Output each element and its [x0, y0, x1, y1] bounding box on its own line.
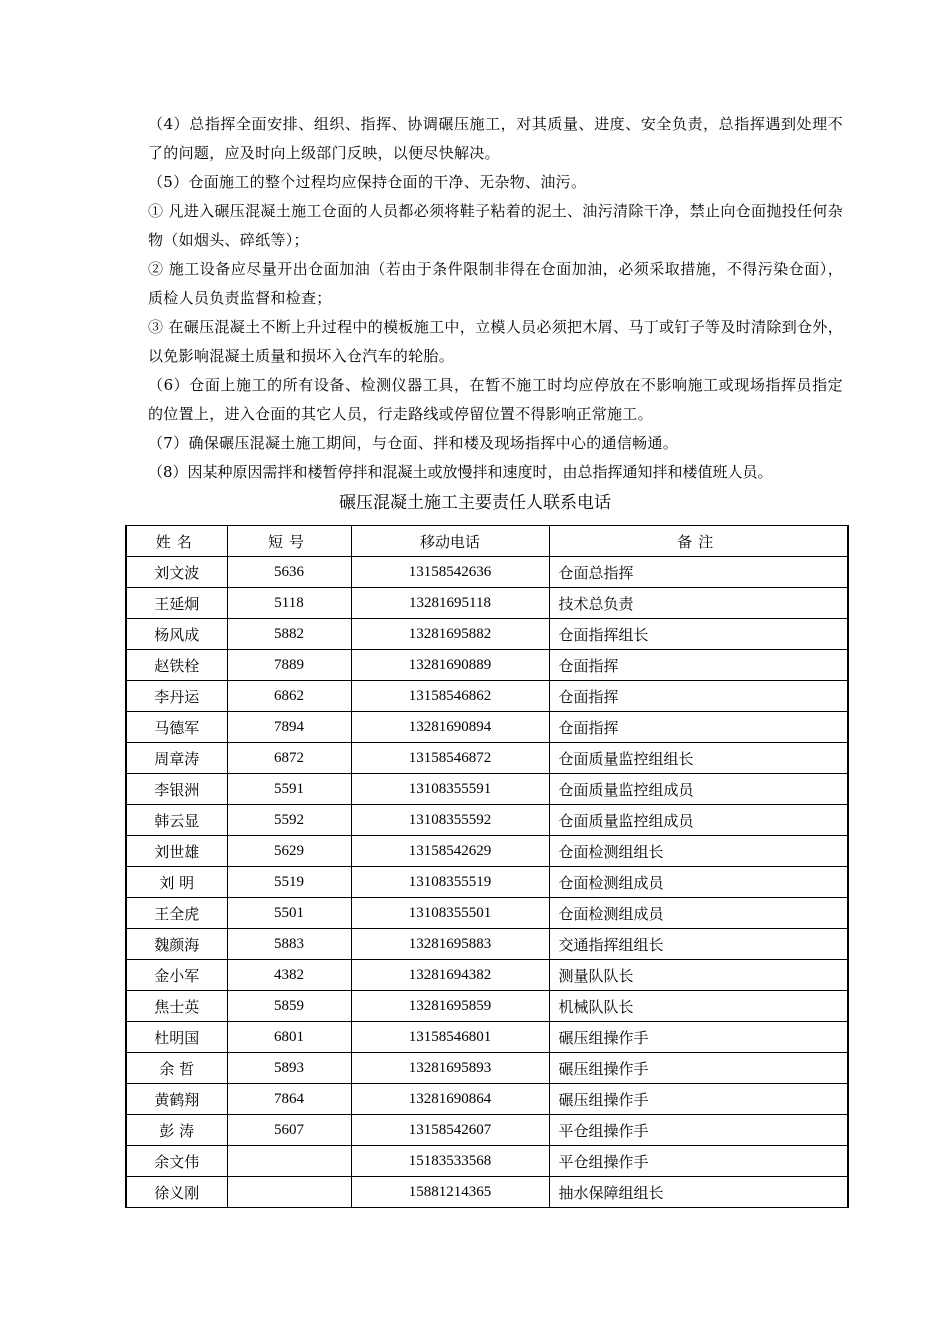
cell-remark: 测量队队长: [549, 960, 848, 991]
table-header-row: [126, 526, 848, 557]
paragraph-7: （7）确保碾压混凝土施工期间，与仓面、拌和楼及现场指挥中心的通信畅通。: [148, 434, 679, 452]
cell-remark: 碾压组操作手: [549, 1084, 848, 1115]
cell-mobile: 13281690889: [351, 650, 549, 681]
paragraph-4: （4）总指挥全面安排、组织、指挥、协调碾压施工，对其质量、进度、安全负责，总指挥遇到处理不了的问题，应及时向上级部门反映，以便尽快解决。: [148, 115, 843, 162]
header-mobile: 移动电话: [351, 526, 549, 557]
cell-short-number: 7864: [227, 1084, 351, 1115]
cell-mobile: 13281690894: [351, 712, 549, 743]
cell-mobile: 13281690864: [351, 1084, 549, 1115]
cell-mobile: 13158546862: [351, 681, 549, 712]
cell-mobile: 13158546801: [351, 1022, 549, 1053]
paragraph-6: （6）仓面上施工的所有设备、检测仪器工具，在暂不施工时均应停放在不影响施工或现场指挥员指定的位置上，进入仓面的其它人员，行走路线或停留位置不得影响正常施工。: [148, 376, 843, 423]
cell-short-number: 7894: [227, 712, 351, 743]
cell-name: 赵铁栓: [126, 650, 227, 681]
cell-name: 彭 涛: [126, 1115, 227, 1146]
table-row: [126, 867, 848, 898]
header-short-number: 短号: [227, 526, 351, 557]
cell-remark: 仓面指挥组长: [549, 619, 848, 650]
table-row: [126, 929, 848, 960]
cell-remark: 仓面总指挥: [549, 557, 848, 588]
cell-name: 余 哲: [126, 1053, 227, 1084]
paragraph-5-item-1: ① 凡进入碾压混凝土施工仓面的人员都必须将鞋子粘着的泥土、油污清除干净，禁止向仓面抛投任何杂物（如烟头、碎纸等）；: [148, 202, 843, 249]
cell-name: 杨风成: [126, 619, 227, 650]
cell-name: 王全虎: [126, 898, 227, 929]
table-row: [126, 898, 848, 929]
cell-name: 杜明国: [126, 1022, 227, 1053]
cell-short-number: 5501: [227, 898, 351, 929]
table-row: [126, 774, 848, 805]
cell-remark: 抽水保障组组长: [549, 1177, 848, 1208]
cell-remark: 碾压组操作手: [549, 1022, 848, 1053]
cell-name: 刘世雄: [126, 836, 227, 867]
cell-short-number: 5118: [227, 588, 351, 619]
cell-remark: 仓面质量监控组成员: [549, 774, 848, 805]
cell-short-number: 7889: [227, 650, 351, 681]
cell-remark: 仓面质量监控组成员: [549, 805, 848, 836]
table-row: [126, 650, 848, 681]
cell-name: 魏颜海: [126, 929, 227, 960]
paragraph-5-item-2: ② 施工设备应尽量开出仓面加油（若由于条件限制非得在仓面加油，必须采取措施，不得污染仓面），质检人员负责监督和检查；: [148, 260, 843, 307]
cell-remark: 机械队队长: [549, 991, 848, 1022]
cell-short-number: [227, 1177, 351, 1208]
cell-short-number: 6872: [227, 743, 351, 774]
cell-short-number: 5591: [227, 774, 351, 805]
cell-remark: 仓面检测组成员: [549, 867, 848, 898]
cell-remark: 仓面指挥: [549, 712, 848, 743]
cell-name: 韩云显: [126, 805, 227, 836]
table-row: [126, 805, 848, 836]
cell-remark: 碾压组操作手: [549, 1053, 848, 1084]
table-row: [126, 619, 848, 650]
cell-mobile: 13281694382: [351, 960, 549, 991]
header-name: 姓名: [126, 526, 227, 557]
cell-remark: 技术总负责: [549, 588, 848, 619]
cell-name: 李丹运: [126, 681, 227, 712]
table-row: [126, 1084, 848, 1115]
header-remark: 备注: [549, 526, 848, 557]
cell-mobile: 13108355501: [351, 898, 549, 929]
table-row: [126, 991, 848, 1022]
cell-name: 金小军: [126, 960, 227, 991]
cell-mobile: 15183533568: [351, 1146, 549, 1177]
table-row: [126, 557, 848, 588]
table-body: [126, 557, 848, 1208]
cell-name: 王延炯: [126, 588, 227, 619]
table-row: [126, 743, 848, 774]
cell-short-number: 5629: [227, 836, 351, 867]
cell-mobile: 13281695118: [351, 588, 549, 619]
cell-short-number: 6801: [227, 1022, 351, 1053]
cell-name: 徐义刚: [126, 1177, 227, 1208]
table-row: [126, 1177, 848, 1208]
cell-short-number: 5607: [227, 1115, 351, 1146]
table-row: [126, 960, 848, 991]
cell-name: 刘文波: [126, 557, 227, 588]
cell-mobile: 13281695883: [351, 929, 549, 960]
cell-short-number: 5636: [227, 557, 351, 588]
cell-name: 焦士英: [126, 991, 227, 1022]
cell-name: 余文伟: [126, 1146, 227, 1177]
cell-mobile: 13158546872: [351, 743, 549, 774]
table-title: 碾压混凝土施工主要责任人联系电话: [339, 493, 611, 513]
cell-name: 马德军: [126, 712, 227, 743]
cell-remark: 平仓组操作手: [549, 1146, 848, 1177]
table-row: [126, 712, 848, 743]
cell-short-number: 6862: [227, 681, 351, 712]
cell-short-number: [227, 1146, 351, 1177]
cell-short-number: 5859: [227, 991, 351, 1022]
cell-mobile: 13281695859: [351, 991, 549, 1022]
paragraph-8: （8）因某种原因需拌和楼暂停拌和混凝土或放慢拌和速度时，由总指挥通知拌和楼值班人员。: [148, 463, 773, 481]
cell-remark: 仓面检测组成员: [549, 898, 848, 929]
cell-mobile: 13158542629: [351, 836, 549, 867]
table-row: [126, 681, 848, 712]
cell-mobile: 13281695882: [351, 619, 549, 650]
cell-short-number: 5592: [227, 805, 351, 836]
cell-remark: 交通指挥组组长: [549, 929, 848, 960]
paragraph-5-item-3: ③ 在碾压混凝土不断上升过程中的模板施工中，立模人员必须把木屑、马丁或钉子等及时清除到仓外，以免影响混凝土质量和损坏入仓汽车的轮胎。: [148, 318, 843, 365]
cell-short-number: 5882: [227, 619, 351, 650]
cell-remark: 仓面质量监控组组长: [549, 743, 848, 774]
cell-short-number: 5893: [227, 1053, 351, 1084]
cell-remark: 仓面检测组组长: [549, 836, 848, 867]
table-row: [126, 1053, 848, 1084]
cell-short-number: 4382: [227, 960, 351, 991]
cell-mobile: 13158542607: [351, 1115, 549, 1146]
cell-name: 黄鹤翔: [126, 1084, 227, 1115]
cell-name: 周章涛: [126, 743, 227, 774]
cell-name: 李银洲: [126, 774, 227, 805]
cell-mobile: 15881214365: [351, 1177, 549, 1208]
cell-mobile: 13158542636: [351, 557, 549, 588]
cell-mobile: 13108355519: [351, 867, 549, 898]
cell-short-number: 5883: [227, 929, 351, 960]
table-row: [126, 1115, 848, 1146]
table-row: [126, 1022, 848, 1053]
cell-remark: 平仓组操作手: [549, 1115, 848, 1146]
cell-mobile: 13108355591: [351, 774, 549, 805]
table-row: [126, 836, 848, 867]
cell-mobile: 13281695893: [351, 1053, 549, 1084]
cell-short-number: 5519: [227, 867, 351, 898]
cell-remark: 仓面指挥: [549, 681, 848, 712]
cell-mobile: 13108355592: [351, 805, 549, 836]
table-row: [126, 1146, 848, 1177]
cell-name: 刘 明: [126, 867, 227, 898]
contact-table: [125, 525, 849, 1208]
paragraph-5: （5）仓面施工的整个过程均应保持仓面的干净、无杂物、油污。: [148, 173, 587, 191]
table-row: [126, 588, 848, 619]
cell-remark: 仓面指挥: [549, 650, 848, 681]
